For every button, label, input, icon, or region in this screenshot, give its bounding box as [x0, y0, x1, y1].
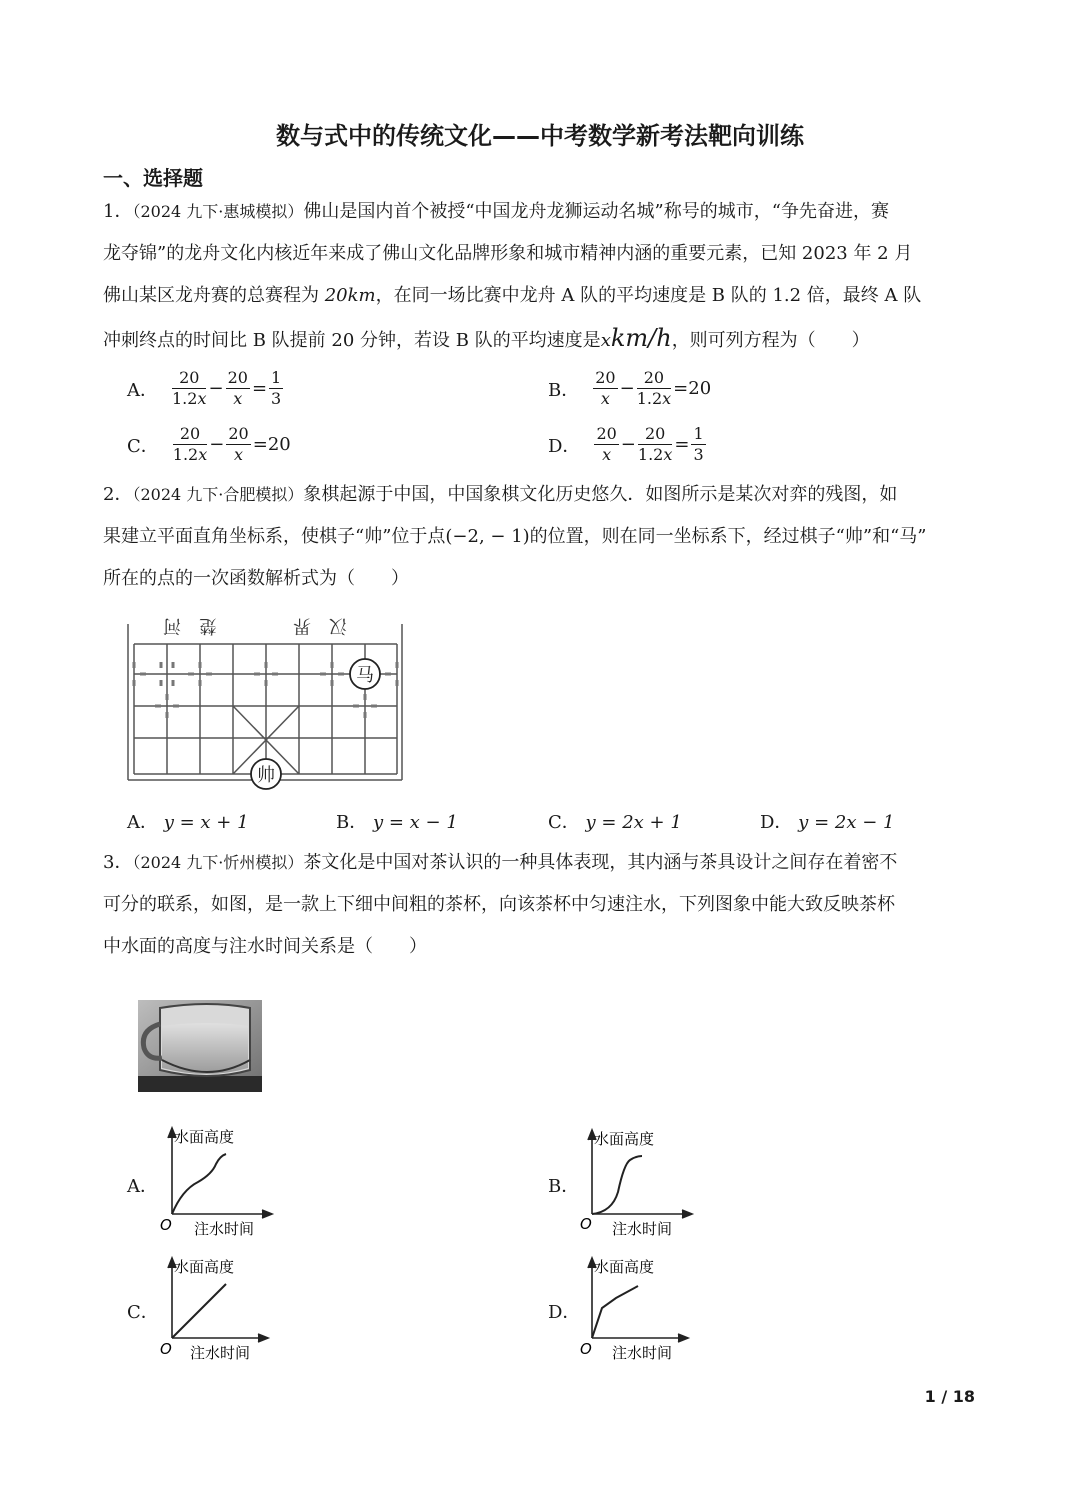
q3-line-3: 中水面的高度与注水时间关系是（ ）: [103, 936, 427, 957]
q3-graph-b[interactable]: [580, 1124, 710, 1244]
option-label: A．: [127, 379, 158, 401]
river-text-left: 楚 河: [163, 615, 217, 636]
q3-source: （2024 九下·忻州模拟）: [132, 853, 304, 872]
chess-piece-ma-label: 马: [356, 665, 374, 686]
svg-text:O: O: [580, 1215, 592, 1233]
svg-text:注水时间: 注水时间: [194, 1220, 255, 1238]
page-title: 数与式中的传统文化——中考数学新考法靶向训练: [276, 122, 804, 150]
q3-option-a-label[interactable]: A．: [127, 1176, 158, 1197]
q3-option-c-label[interactable]: C．: [127, 1302, 159, 1323]
question-3: [103, 842, 983, 968]
fraction-rhs: $\frac{1}{3}$: [271, 368, 282, 408]
option-label: D．: [548, 435, 581, 457]
equation-rhs: 20: [267, 434, 291, 455]
q2-line-2: 果建立平面直角坐标系，使棋子“帅”位于点(−2, − 1)的位置，则在同一坐标系下，经过棋子“帅”和“马”: [103, 526, 927, 547]
q2-option-d[interactable]: D． y = 2x − 1: [760, 812, 895, 833]
equation-rhs: 20: [688, 378, 712, 399]
q3-option-d-label[interactable]: D．: [548, 1302, 581, 1323]
svg-text:O: O: [580, 1340, 592, 1358]
q1-option-b[interactable]: B． $\frac{20}{x}$ − $\frac{20}{1.2x}$ =20: [548, 368, 712, 408]
fraction: $\frac{20}{x}$: [228, 424, 249, 464]
q3-line-2: 可分的联系，如图，是一款上下细中间粗的茶杯，向该茶杯中匀速注水，下列图象中能大致反映茶杯: [103, 894, 895, 915]
svg-text:注水时间: 注水时间: [190, 1344, 251, 1362]
q3-graph-a[interactable]: [160, 1122, 290, 1242]
q1-line-2: 龙夺锦”的龙舟文化内核近年来成了佛山文化品牌形象和城市精神内涵的重要元素，已知 2023 年 2 月: [103, 243, 913, 264]
fraction: $\frac{20}{1.2x}$: [636, 368, 672, 408]
fraction: $\frac{20}{x}$: [227, 368, 248, 408]
svg-text:水面高度: 水面高度: [594, 1130, 655, 1148]
page-number: 1 / 18: [924, 1387, 975, 1406]
tea-cup-image: [138, 1000, 262, 1092]
q1-line-3: 佛山某区龙舟赛的总赛程为 20km，在同一场比赛中龙舟 A 队的平均速度是 B 队的 1.2 倍，最终 A 队: [103, 285, 922, 306]
fraction: $\frac{20}{1.2x}$: [172, 424, 208, 464]
q2-option-a[interactable]: A． y = x + 1: [127, 812, 249, 833]
svg-text:水面高度: 水面高度: [174, 1128, 235, 1146]
q2-line-3: 所在的点的一次函数解析式为（ ）: [103, 568, 409, 589]
q1-option-a[interactable]: A． $\frac{20}{1.2x}$ − $\frac{20}{x}$ = $\frac{1}{3}$: [127, 368, 282, 408]
q1-line-4: 冲刺终点的时间比 B 队提前 20 分钟，若设 B 队的平均速度是xkm/h，则可列方程为（ ）: [103, 324, 870, 352]
q1-variable: x: [600, 330, 611, 351]
river-text-right: 汉 界: [293, 615, 347, 636]
q3-graph-d[interactable]: [580, 1252, 710, 1368]
svg-text:水面高度: 水面高度: [594, 1258, 655, 1276]
q1-unit: km/h: [610, 324, 672, 352]
option-label: C．: [127, 435, 159, 457]
fraction: $\frac{20}{1.2x}$: [637, 424, 673, 464]
svg-text:水面高度: 水面高度: [174, 1258, 235, 1276]
fraction-rhs: $\frac{1}{3}$: [693, 424, 704, 464]
q2-source: （2024 九下·合肥模拟）: [132, 485, 304, 504]
fraction: $\frac{20}{1.2x}$: [172, 368, 207, 408]
option-label: B．: [548, 379, 580, 401]
question-2: [103, 474, 983, 600]
svg-text:O: O: [160, 1216, 172, 1234]
svg-text:注水时间: 注水时间: [612, 1344, 673, 1362]
question-1: [103, 191, 983, 362]
chess-board-figure: [122, 612, 412, 812]
q1-option-c[interactable]: C． $\frac{20}{1.2x}$ − $\frac{20}{x}$ =20: [127, 424, 291, 464]
fraction: $\frac{20}{x}$: [595, 368, 616, 408]
fraction: $\frac{20}{x}$: [596, 424, 617, 464]
q1-option-d[interactable]: D． $\frac{20}{x}$ − $\frac{20}{1.2x}$ = $\frac{1}{3}$: [548, 424, 704, 464]
q1-distance: 20km: [324, 285, 376, 306]
q2-line-1: 2．（2024 九下·合肥模拟）象棋起源于中国，中国象棋文化历史悠久．如图所示是某次对弈的残图，如: [103, 484, 898, 505]
q1-line-1: 1．（2024 九下·惠城模拟）佛山是国内首个被授“中国龙舟龙狮运动名城”称号的城市，“争先奋进，赛: [103, 201, 889, 222]
q2-option-b[interactable]: B． y = x − 1: [336, 812, 458, 833]
q1-source: （2024 九下·惠城模拟）: [132, 202, 304, 221]
chess-piece-shuai-label: 帅: [257, 765, 275, 786]
q2-option-c[interactable]: C． y = 2x + 1: [548, 812, 682, 833]
section-heading: 一、选择题: [103, 166, 203, 190]
q3-graph-c[interactable]: [160, 1252, 290, 1368]
svg-text:O: O: [160, 1340, 172, 1358]
svg-text:注水时间: 注水时间: [612, 1220, 673, 1238]
q3-option-b-label[interactable]: B．: [548, 1176, 580, 1197]
q3-line-1: 3．（2024 九下·忻州模拟）茶文化是中国对茶认识的一种具体表现，其内涵与茶具设计之间存在着密不: [103, 852, 898, 873]
